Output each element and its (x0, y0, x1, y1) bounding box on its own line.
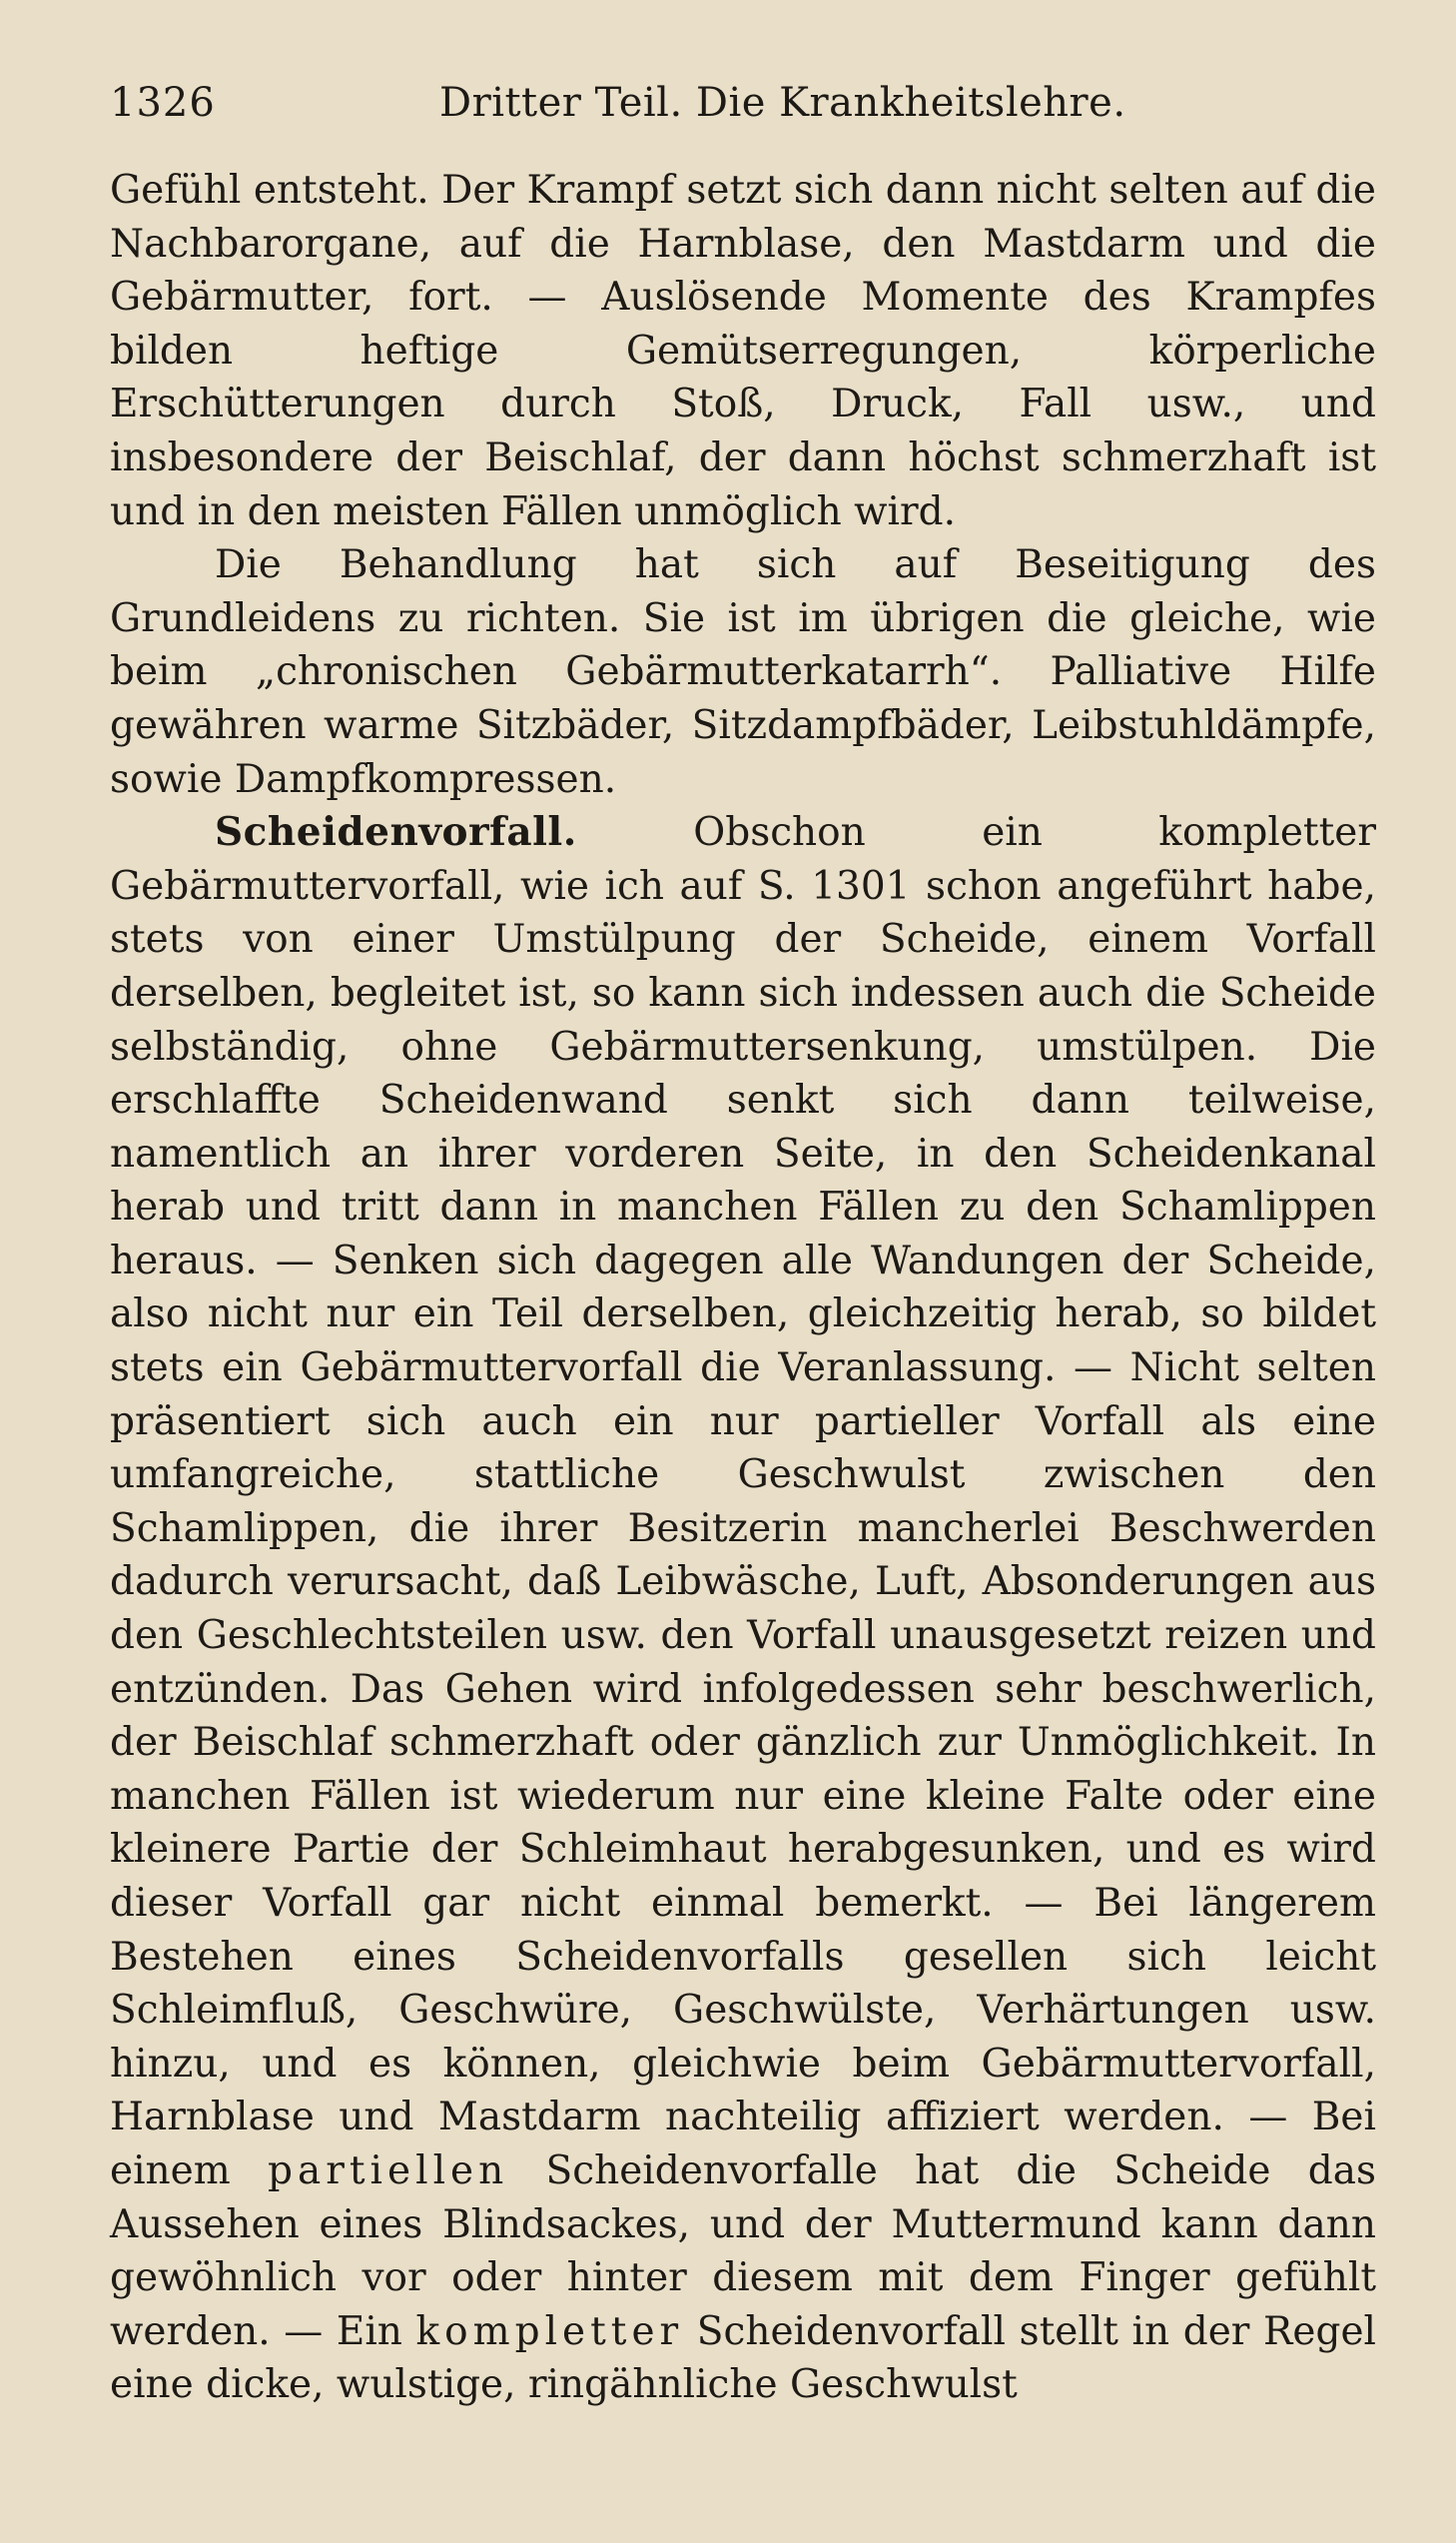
page-number: 1326 (110, 80, 216, 126)
emphasis-kompletter: kompletter (415, 2308, 684, 2354)
body-text (110, 164, 1376, 2412)
paragraph-1: Gefühl entsteht. Der Krampf setzt sich dann nicht selten auf die Nachbarorgane, auf die Harnblase, den Mastdarm und die Gebärmutter, fort. — Auslösende Momente des Krampfes bilden heftige Gemütserregungen, körperliche Erschütterungen durch Stoß, Druck, Fall usw., und insbesondere der Beischlaf, der dann höchst schmerzhaft ist und in den meisten Fällen unmöglich wird. (110, 168, 1376, 534)
paragraph-3-text-a: Obschon ein kompletter Gebärmuttervorfall, wie ich auf S. 1301 schon angeführt habe, stets von einer Umstülpung der Scheide, einem Vorfall derselben, begleitet ist, so kann sich indessen auch die Scheide selbständig, ohne Gebärmuttersenkung, umstülpen. Die erschlaffte Scheidenwand senkt sich dann teilweise, namentlich an ihrer vorderen Seite, in den Scheidenkanal herab und tritt dann in manchen Fällen zu den Schamlippen heraus. — Senken sich dagegen alle Wandungen der Scheide, also nicht nur ein Teil derselben, gleichzeitig herab, so bildet stets ein Gebärmuttervorfall die Veranlassung. — Nicht selten präsentiert sich auch ein nur partieller Vorfall als eine umfangreiche, stattliche Geschwulst zwischen den Schamlippen, die ihrer Besitzerin mancherlei Beschwerden dadurch verursacht, daß Leibwäsche, Luft, Absonderungen aus den Geschlechtsteilen usw. den Vorfall unausgesetzt reizen und entzünden. Das Gehen wird infolgedessen sehr beschwerlich, der Beischlaf schmerzhaft oder gänzlich zur Unmöglichkeit. In manchen Fällen ist wiederum nur eine kleine Falte oder eine kleinere Partie der Schleimhaut herabgesunken, und es wird dieser Vorfall gar nicht einmal bemerkt. — Bei längerem Bestehen eines Scheidenvorfalls gesellen sich leicht Schleimfluß, Geschwüre, Geschwülste, Verhärtungen usw. hinzu, und es können, gleichwie beim Gebärmuttervorfall, Harnblase und Mastdarm nachteilig affiziert werden. — Bei einem (110, 810, 1376, 2193)
emphasis-partiellen: partiellen (268, 2147, 509, 2193)
paragraph-3-text-c: Scheidenvorfall stellt in der Regel eine dicke, wulstige, ringähnliche Geschwulst (110, 2308, 1376, 2408)
section-heading-scheidenvorfall: Scheidenvorfall. (215, 809, 577, 856)
paragraph-3-text-b: Scheidenvorfalle hat die Scheide das Aussehen eines Blindsackes, und der Muttermund kann dann gewöhnlich vor oder hinter diesem mit dem Finger gefühlt werden. — Ein (110, 2147, 1376, 2354)
running-head: Dritter Teil. Die Krankheitslehre. (439, 80, 1126, 126)
page-header (110, 80, 1376, 150)
paragraph-2: Die Behandlung hat sich auf Beseitigung des Grundleidens zu richten. Sie ist im übrigen die gleiche, wie beim „chronischen Gebärmutterkatarrh“. Palliative Hilfe gewähren warme Sitzbäder, Sitzdampfbäder, Leibstuhldämpfe, sowie Dampfkompressen. (110, 542, 1376, 802)
paragraph-3 (110, 806, 1376, 2412)
